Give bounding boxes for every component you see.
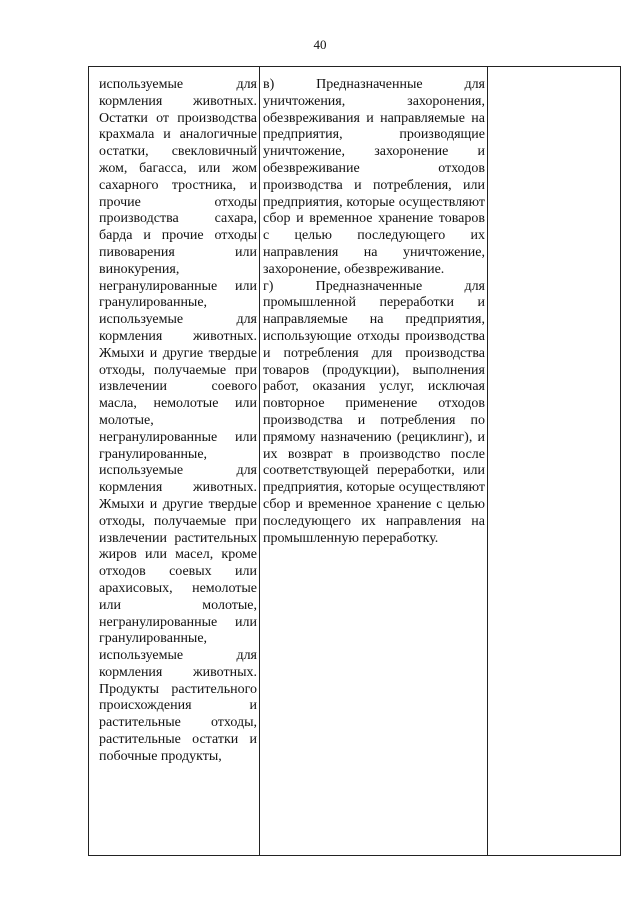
table-cell-empty [488,67,620,855]
page-number: 40 [313,37,327,52]
document-table [88,66,621,856]
table-cell-purpose-conditions [260,67,488,855]
table-cell-goods-description [89,67,260,855]
purpose-conditions-text: в) Предназначенные для уничтожения, захоронения, обезвреживания и направляемые на предприятия, производящие уничтожение, захоронение и обезвреживание отходов производства и потребления, или предприятия, которые осуществляют сбор и временное хранение товаров с целью последующего их направления на уничтожение, захоронение, обезвреживание. г) Предназначенные для промышленной переработки и направляемые на предприятия, использующие отходы производства и потребления для производства товаров (продукции), выполнения работ, оказания услуг, исключая повторное применение отходов производства и потребления по прямому назначению (рециклинг), и их возврат в производство после соответствующей переработки, или предприятия, которые осуществляют сбор и временное хранение с целью последующего их направления на промышленную переработку. [263,77,485,546]
goods-description-text: используемые для кормления животных. Остатки от производства крахмала и аналогичные остатки, свекловичный жом, багасса, или жом сахарного тростника, и прочие отходы производства сахара, барда и прочие отходы пивоварения или винокурения, негранулированные или гранулированные, используемые для кормления животных. Жмыхи и другие твердые отходы, получаемые при извлечении соевого масла, немолотые или молотые, негранулированные или гранулированные, используемые для кормления животных. Жмыхи и другие твердые отходы, получаемые при извлечении растительных жиров или масел, кроме отходов соевых или арахисовых, немолотые или молотые, негранулированные или гранулированные, используемые для кормления животных. Продукты растительного происхождения и растительные отходы, растительные остатки и побочные продукты, [99,77,257,764]
